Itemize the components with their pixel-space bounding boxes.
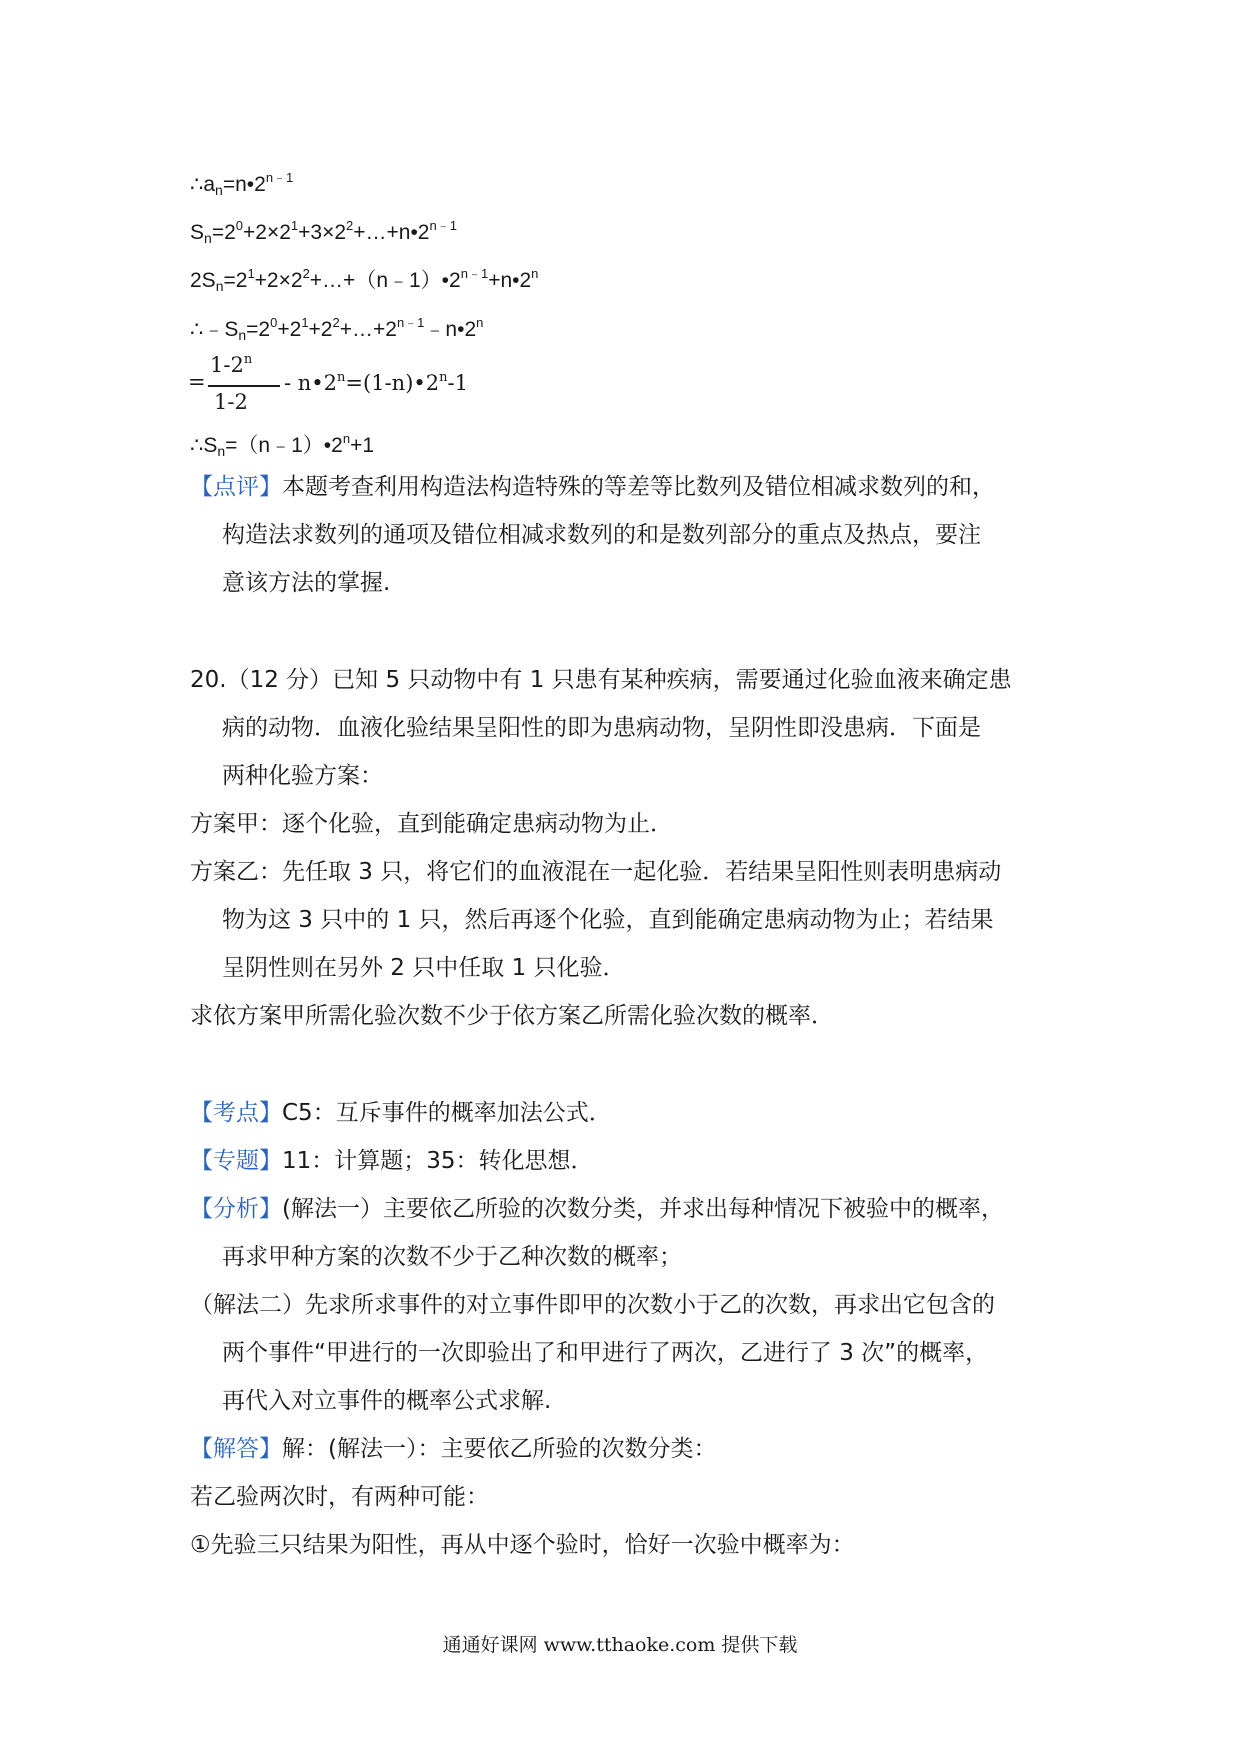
fenxi-line-5: 再代入对立事件的概率公式求解. <box>222 1388 552 1414</box>
plan-a-line: 方案甲：逐个化验，直到能确定患病动物为止． <box>190 811 673 837</box>
fenxi-line-1: 【分析】(解法一）主要依乙所验的次数分类，并求出每种情况下被验中的概率， <box>190 1196 1004 1222</box>
formula-2sn: $2S_n=2^1+2\times 2^2+\dots+(n﹣1)•2^{n﹣1}+n•2^n$ <box>190 266 539 294</box>
jieda-tag: 【解答】 <box>190 1436 282 1462</box>
formula-sn-result: $\therefore S_n=(n﹣1)•2^n+1$ <box>190 431 375 459</box>
fraction-numerator: 1-2$^n$ <box>210 352 253 377</box>
plan-b-line-1: 方案乙：先任取 3 只，将它们的血液混在一起化验．若结果呈阳性则表明患病动 <box>190 859 1002 885</box>
equals-sign: = <box>188 370 206 394</box>
comment-line-1: 【点评】本题考查利用构造法构造特殊的等差等比数列及错位相减求数列的和， <box>190 474 995 500</box>
fenxi-line-3: （解法二）先求所求事件的对立事件即甲的次数小于乙的次数，再求出它包含的 <box>190 1292 995 1318</box>
fenxi-tag: 【分析】 <box>190 1196 282 1222</box>
fenxi-line-2: 再求甲种方案的次数不少于乙种次数的概率； <box>222 1244 682 1270</box>
jieda-line-1: 【解答】解：(解法一）：主要依乙所验的次数分类： <box>190 1436 717 1462</box>
comment-tag: 【点评】 <box>190 474 282 500</box>
formula-minus-sn: $\therefore﹣S_n=2^0+2^1+2^2+\dots+2^{n﹣1}﹣n•2^n$ <box>190 315 484 343</box>
plan-b-line-2: 物为这 3 只中的 1 只，然后再逐个化验，直到能确定患病动物为止；若结果 <box>222 907 994 933</box>
page-footer: 通通好课网 www.tthaoke.com 提供下载 <box>442 1634 798 1656</box>
question-line-2: 病的动物．血液化验结果呈阳性的即为患病动物，呈阴性即没患病．下面是 <box>222 715 981 741</box>
zhuanti-line: 【专题】11：计算题；35：转化思想． <box>190 1148 594 1174</box>
jieda-line-2: 若乙验两次时，有两种可能： <box>190 1484 489 1510</box>
kaodian-line: 【考点】C5：互斥事件的概率加法公式． <box>190 1100 612 1126</box>
question-ask-line: 求依方案甲所需化验次数不少于依方案乙所需化验次数的概率． <box>190 1003 834 1029</box>
fraction-formula <box>188 352 588 416</box>
jieda-line-3: ①先验三只结果为阳性，再从中逐个验时，恰好一次验中概率为： <box>190 1532 855 1558</box>
zhuanti-tag: 【专题】 <box>190 1148 282 1174</box>
kaodian-tag: 【考点】 <box>190 1100 282 1126</box>
fraction-remainder: - $n•2^n=(1-n)•2^n-1$ <box>284 370 468 395</box>
question-line-3: 两种化验方案： <box>222 763 383 789</box>
fraction-bar <box>208 385 280 387</box>
comment-line-3: 意该方法的掌握. <box>222 570 391 596</box>
plan-b-line-3: 呈阴性则在另外 2 只中任取 1 只化验． <box>222 955 626 981</box>
formula-an: $\therefore a_n=n•2^{n﹣1}$ <box>190 170 294 198</box>
formula-sn: $S_n=2^0+2\times 2^1+3\times 2^2+\dots+n•2^{n﹣1}$ <box>190 218 457 246</box>
question-line-1: 20.（12 分）已知 5 只动物中有 1 只患有某种疾病，需要通过化验血液来确定患 <box>190 667 1012 693</box>
fraction-denominator: 1-2 <box>214 390 248 414</box>
fenxi-line-4: 两个事件“甲进行的一次即验出了和甲进行了两次，乙进行了 3 次”的概率， <box>222 1340 989 1366</box>
comment-line-2: 构造法求数列的通项及错位相减求数列的和是数列部分的重点及热点，要注 <box>222 522 981 548</box>
